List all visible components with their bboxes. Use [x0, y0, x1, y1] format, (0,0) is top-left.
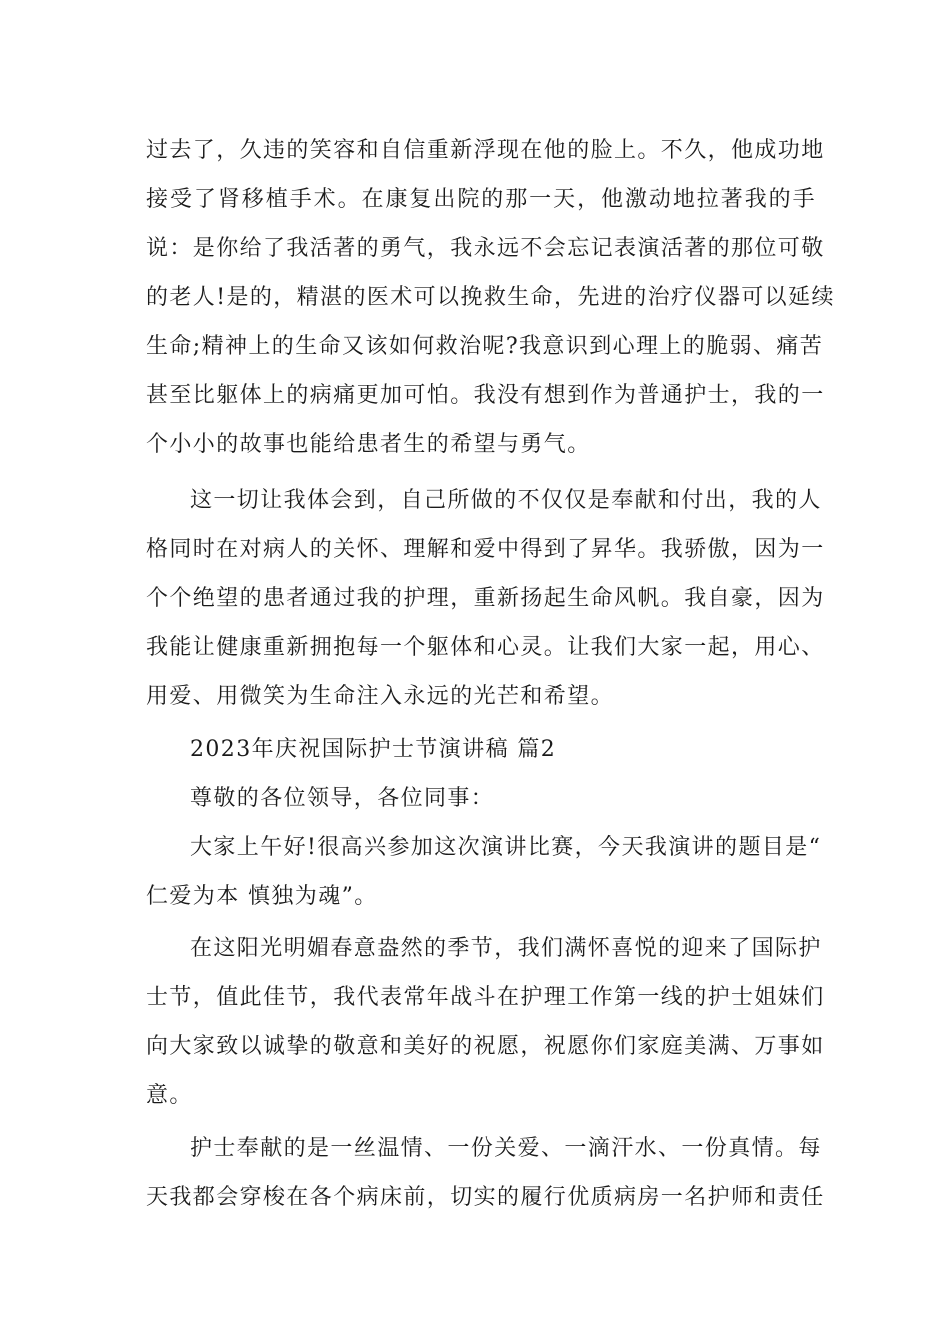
text-line: 天我都会穿梭在各个病床前，切实的履行优质病房一名护师和责任: [146, 1185, 825, 1210]
text-line: 用爱、用微笑为生命注入永远的光芒和希望。: [146, 684, 615, 709]
speech-title: 仁爱为本 慎独为魂”。: [146, 884, 378, 909]
section-heading: 2023年庆祝国际护士节演讲稿 篇2: [190, 737, 557, 762]
text-line: 个个绝望的患者通过我的护理，重新扬起生命风帆。我自豪，因为: [146, 586, 825, 611]
text-line: 护士奉献的是一丝温情、一份关爱、一滴汗水、一份真情。每: [190, 1136, 822, 1161]
text-line: 的老人!是的，精湛的医术可以挽救生命，先进的治疗仪器可以延续: [146, 285, 835, 310]
text-line: 格同时在对病人的关怀、理解和爱中得到了昇华。我骄傲，因为一: [146, 537, 825, 562]
text-line: 甚至比躯体上的病痛更加可怕。我没有想到作为普通护士，我的一: [146, 383, 825, 408]
text-line: 我能让健康重新拥抱每一个躯体和心灵。让我们大家一起，用心、: [146, 635, 825, 660]
text-line: 这一切让我体会到，自己所做的不仅仅是奉献和付出，我的人: [190, 488, 822, 513]
text-line: 过去了，久违的笑容和自信重新浮现在他的脸上。不久，他成功地: [146, 138, 825, 163]
text-line: 向大家致以诚挚的敬意和美好的祝愿，祝愿你们家庭美满、万事如: [146, 1034, 825, 1059]
text-line: 在这阳光明媚春意盎然的季节，我们满怀喜悦的迎来了国际护: [190, 936, 822, 961]
text-line: 说：是你给了我活著的勇气，我永远不会忘记表演活著的那位可敬: [146, 236, 825, 261]
text-line: 大家上午好!很高兴参加这次演讲比赛，今天我演讲的题目是“: [190, 835, 822, 860]
text-line: 接受了肾移植手术。在康复出院的那一天，他激动地拉著我的手: [146, 187, 816, 212]
text-line: 个小小的故事也能给患者生的希望与勇气。: [146, 432, 591, 457]
text-line: 士节，值此佳节，我代表常年战斗在护理工作第一线的护士姐妹们: [146, 985, 825, 1010]
text-line: 意。: [146, 1083, 193, 1108]
text-line: 生命;精神上的生命又该如何救治呢?我意识到心理上的脆弱、痛苦: [146, 334, 824, 359]
salutation: 尊敬的各位领导，各位同事：: [190, 786, 495, 811]
